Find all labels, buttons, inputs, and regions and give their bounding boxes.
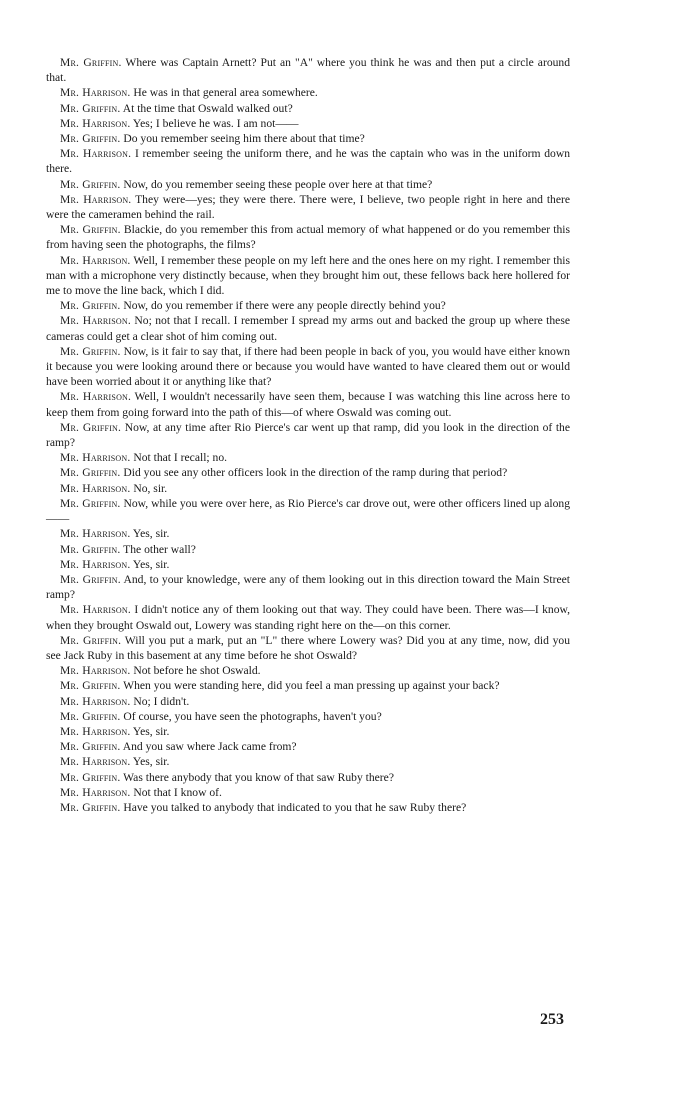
speaker-label: Mr. Griffin. (60, 223, 121, 237)
testimony-text: I didn't notice any of them looking out that way. They could have been. There was—I know, when they brought Oswald out, Lowery was standing right here on the—on this corner. (46, 603, 571, 632)
testimony-text: No, sir. (133, 481, 168, 495)
testimony-text: Now, at any time after Rio Pierce's car went up that ramp, did you look in the direction of the ramp? (46, 420, 570, 450)
speaker-label: Mr. Griffin. (60, 633, 122, 647)
transcript-paragraph (46, 253, 570, 299)
testimony-text: Yes, sir. (132, 724, 170, 738)
speaker-label: Mr. Harrison. (60, 314, 131, 328)
testimony-text: Not that I know of. (133, 785, 222, 799)
transcript-paragraph (46, 192, 570, 222)
testimony-text: Yes, sir. (132, 557, 170, 571)
transcript-paragraph (46, 770, 570, 785)
testimony-text: Have you talked to anybody that indicated to you that he saw Ruby there? (123, 800, 467, 814)
transcript-paragraph (46, 633, 570, 663)
transcript-paragraph (46, 101, 570, 116)
speaker-label: Mr. Harrison. (60, 390, 132, 404)
transcript-paragraph (46, 389, 570, 419)
testimony-text: Not that I recall; no. (133, 451, 228, 465)
speaker-label: Mr. Griffin. (60, 56, 122, 69)
testimony-text: Do you remember seeing him there about that time? (123, 132, 365, 146)
testimony-text: Where was Captain Arnett? Put an "A" where you think he was and then put a circle around that. (46, 56, 571, 85)
testimony-text: No; I didn't. (133, 694, 190, 708)
speaker-label: Mr. Griffin. (60, 770, 121, 784)
speaker-label: Mr. Griffin. (60, 177, 121, 191)
transcript-paragraph (46, 663, 570, 678)
speaker-label: Mr. Harrison. (60, 785, 131, 799)
transcript-paragraph (46, 344, 570, 390)
speaker-label: Mr. Griffin. (60, 542, 121, 556)
speaker-label: Mr. Harrison. (60, 755, 131, 769)
speaker-label: Mr. Harrison. (60, 253, 131, 267)
testimony-text: Of course, you have seen the photographs, haven't you? (123, 709, 382, 723)
testimony-text: He was in that general area somewhere. (133, 86, 318, 100)
transcript-paragraph (46, 55, 570, 85)
transcript-paragraph (46, 222, 570, 252)
transcript-paragraph (46, 313, 570, 343)
transcript-paragraph (46, 572, 570, 602)
speaker-label: Mr. Harrison. (60, 527, 131, 541)
speaker-label: Mr. Griffin. (60, 709, 121, 723)
transcript-paragraph (46, 754, 570, 769)
speaker-label: Mr. Harrison. (60, 603, 131, 617)
transcript-body (46, 55, 570, 815)
speaker-label: Mr. Griffin. (60, 572, 121, 586)
testimony-text: Was there anybody that you know of that saw Ruby there? (123, 770, 394, 784)
speaker-label: Mr. Harrison. (60, 192, 132, 206)
transcript-paragraph (46, 131, 570, 146)
testimony-text: Now, is it fair to say that, if there had been people in back of you, you would have either known it because you were looking around there or because you would have wanted to have cleared them out or would have been worried about it or anything like that? (46, 344, 570, 389)
testimony-text: They were—yes; they were there. There were, I believe, two people right in here and there were the cameramen behind the rail. (46, 192, 570, 222)
testimony-text: And you saw where Jack came from? (122, 740, 297, 754)
testimony-text: And, to your knowledge, were any of them looking out in this direction toward the Main Street ramp? (46, 572, 570, 602)
testimony-text: Not before he shot Oswald. (133, 664, 261, 678)
speaker-label: Mr. Griffin. (60, 132, 121, 146)
speaker-label: Mr. Griffin. (60, 740, 121, 754)
transcript-paragraph (46, 450, 570, 465)
speaker-label: Mr. Griffin. (60, 496, 121, 510)
speaker-label: Mr. Harrison. (60, 481, 131, 495)
transcript-paragraph (46, 724, 570, 739)
testimony-text: No; not that I recall. I remember I spread my arms out and backed the group up where these cameras could get a clear shot of him coming out. (46, 314, 570, 343)
speaker-label: Mr. Harrison. (60, 724, 131, 738)
testimony-text: Well, I remember these people on my left here and the ones here on my right. I remember this man with a microphone very distinctly because, when they brought him out, these fellows back here hollered for me to move the line back, which I did. (46, 253, 570, 298)
transcript-paragraph (46, 481, 570, 496)
transcript-paragraph (46, 678, 570, 693)
speaker-label: Mr. Griffin. (60, 800, 121, 814)
testimony-text: At the time that Oswald walked out? (122, 101, 293, 115)
testimony-text: Blackie, do you remember this from actual memory of what happened or do you remember this from having seen the photographs, the films? (46, 223, 571, 252)
speaker-label: Mr. Griffin. (60, 466, 121, 480)
transcript-paragraph (46, 496, 570, 526)
speaker-label: Mr. Harrison. (60, 694, 131, 708)
testimony-text: Well, I wouldn't necessarily have seen them, because I was watching this line across here to keep them from going forward into the path of this—of where Oswald was coming out. (46, 390, 570, 419)
transcript-paragraph (46, 602, 570, 632)
transcript-paragraph (46, 526, 570, 541)
testimony-text: Yes; I believe he was. I am not—— (132, 116, 299, 130)
transcript-paragraph (46, 800, 570, 815)
transcript-paragraph (46, 116, 570, 131)
speaker-label: Mr. Griffin. (60, 299, 121, 313)
testimony-text: Yes, sir. (132, 755, 170, 769)
speaker-label: Mr. Harrison. (60, 451, 131, 465)
transcript-paragraph (46, 177, 570, 192)
speaker-label: Mr. Griffin. (60, 101, 121, 115)
transcript-paragraph (46, 146, 570, 176)
speaker-label: Mr. Griffin. (60, 420, 122, 434)
speaker-label: Mr. Harrison. (60, 147, 132, 161)
transcript-paragraph (46, 542, 570, 557)
testimony-text: The other wall? (123, 542, 196, 556)
speaker-label: Mr. Griffin. (60, 344, 121, 358)
transcript-paragraph (46, 709, 570, 724)
transcript-paragraph (46, 785, 570, 800)
transcript-paragraph (46, 298, 570, 313)
speaker-label: Mr. Harrison. (60, 557, 131, 571)
testimony-text: Will you put a mark, put an "L" there where Lowery was? Did you at any time, now, did you see Jack Ruby in this basement at any time before he shot Oswald? (46, 633, 570, 662)
testimony-text: Yes, sir. (132, 527, 170, 541)
testimony-text: When you were standing here, did you feel a man pressing up against your back? (123, 679, 500, 693)
speaker-label: Mr. Harrison. (60, 86, 131, 100)
speaker-label: Mr. Harrison. (60, 116, 131, 130)
transcript-paragraph (46, 739, 570, 754)
speaker-label: Mr. Harrison. (60, 664, 131, 678)
transcript-paragraph (46, 557, 570, 572)
transcript-paragraph (46, 694, 570, 709)
testimony-text: Now, do you remember seeing these people over here at that time? (123, 177, 433, 191)
page-number: 253 (540, 1011, 564, 1028)
testimony-text: Now, while you were over here, as Rio Pierce's car drove out, were other officers lined up along—— (46, 496, 571, 526)
speaker-label: Mr. Griffin. (60, 679, 121, 693)
testimony-text: Did you see any other officers look in the direction of the ramp during that period? (123, 466, 508, 480)
testimony-text: I remember seeing the uniform there, and he was the captain who was in the uniform down there. (46, 147, 571, 176)
transcript-paragraph (46, 85, 570, 100)
testimony-text: Now, do you remember if there were any people directly behind you? (123, 299, 446, 313)
transcript-paragraph (46, 420, 570, 450)
transcript-paragraph (46, 465, 570, 480)
